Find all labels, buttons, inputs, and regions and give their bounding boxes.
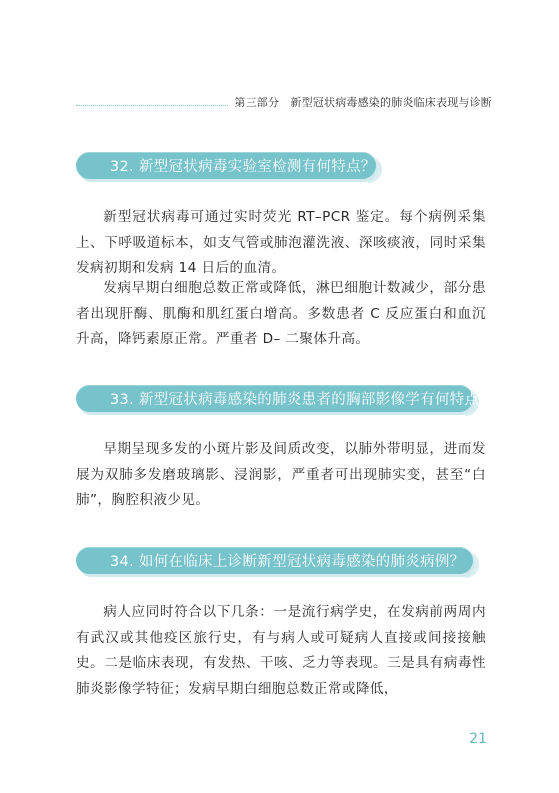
header-dotted-rule (76, 105, 228, 106)
question-title: 32. 新型冠状病毒实验室检测有何特点？ (110, 159, 376, 175)
question-banner-33 (76, 385, 495, 412)
answer-paragraph: 早期呈现多发的小斑片影及间质改变，以肺外带明显，进而发展为双肺多发磨玻璃影、浸润影，严重者可出现肺实变，甚至“白肺”，胸腔积液少见。 (76, 441, 486, 509)
answer-paragraph: 发病早期白细胞总数正常或降低，淋巴细胞计数减少，部分患者出现肝酶、肌酶和肌红蛋白增高。多数患者 C 反应蛋白和血沉升高，降钙素原正常。严重者 D– 二聚体升高。 (76, 280, 486, 348)
question-banner-34 (76, 547, 473, 574)
question-title: 34. 如何在临床上诊断新型冠状病毒感染的肺炎病例？ (110, 554, 465, 570)
question-title: 33. 新型冠状病毒感染的肺炎患者的胸部影像学有何特点？ (110, 392, 495, 408)
header-title: 第三部分 新型冠状病毒感染的肺炎临床表现与诊断 (234, 96, 492, 109)
question-banner-32 (76, 152, 376, 179)
running-header (76, 95, 492, 109)
answer-paragraph: 病人应同时符合以下几条：一是流行病学史，在发病前两周内有武汉或其他疫区旅行史，有与病人或可疑病人直接或间接接触史。二是临床表现，有发热、干咳、乏力等表现。三是具有病毒性肺炎影像学特征；发病早期白细胞总数正常或降低， (76, 604, 486, 697)
answer-paragraph: 新型冠状病毒可通过实时荧光 RT–PCR 鉴定。每个病例采集上、下呼吸道标本，如支气管或肺泡灌洗液、深咳痰液，同时采集发病初期和发病 14 日后的血清。 (76, 209, 486, 277)
page-number: 21 (469, 731, 487, 747)
